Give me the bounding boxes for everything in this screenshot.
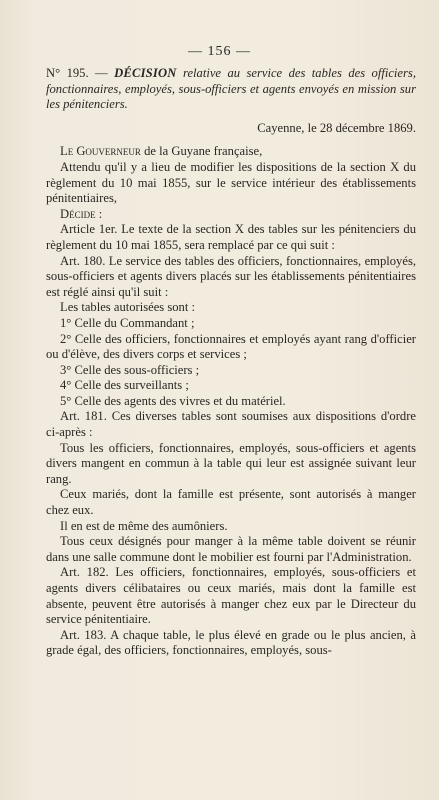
list-item: 3° Celle des sous-officiers ; bbox=[60, 362, 200, 377]
article-181: Art. 181. Ces diverses tables sont soumises aux dispositions d'ordre ci-après : bbox=[46, 409, 416, 440]
list-item: 5° Celle des agents des vivres et du matériel. bbox=[60, 393, 286, 408]
article-182: Art. 182. Les officiers, fonctionnaires, employés, sous-officiers et agents divers célibataires ou ceux mariés, mais dont la famille est absente, peuvent être autorisés à manger chez eux par le Directeur du service pénitentiaire. bbox=[46, 565, 416, 627]
decision-title: relative au service des tables des officiers, fonctionnaires, employés, sous-officiers et agents envoyés en mission sur les pénitenciers. bbox=[46, 66, 416, 112]
paragraph: Ceux mariés, dont la famille est présente, sont autorisés à manger chez eux. bbox=[46, 487, 416, 518]
page-number: — 156 — bbox=[188, 44, 251, 59]
decision-number: N° 195. — bbox=[46, 66, 108, 80]
paragraph-attendu: Attendu qu'il y a lieu de modifier les dispositions de la section X du règlement du 10 mai 1855, sur le service intérieur des établissements pénitentiaires, bbox=[46, 159, 416, 206]
tables-intro: Les tables autorisées sont : bbox=[60, 300, 196, 315]
paragraph-text: : bbox=[95, 206, 103, 221]
paragraph-text: de la Guyane française, bbox=[140, 144, 263, 159]
paragraph-governor bbox=[46, 144, 416, 160]
paragraph: Il en est de même des aumôniers. bbox=[60, 518, 228, 533]
list-item: 4° Celle des surveillants ; bbox=[60, 378, 189, 393]
list-item: 1° Celle du Commandant ; bbox=[60, 315, 195, 330]
decision-title-caps: DÉCISION bbox=[114, 66, 177, 80]
paragraph-lead: Décide bbox=[60, 206, 96, 221]
paragraph-lead: Le Gouverneur bbox=[60, 144, 141, 159]
decision-heading bbox=[46, 66, 416, 113]
paragraph: Tous les officiers, fonctionnaires, employés, sous-officiers et agents divers mangent en commun à la table qui leur est assignée suivant leur rang. bbox=[46, 440, 416, 486]
article-180: Art. 180. Le service des tables des officiers, fonctionnaires, employés, sous-officiers et agents divers placés sur les établissements pénitentiaires est réglé ainsi qu'il suit : bbox=[46, 253, 416, 299]
list-item: 2° Celle des officiers, fonctionnaires et employés ayant rang d'officier ou d'élève, des divers corps et services ; bbox=[46, 331, 416, 362]
article-1: Article 1er. Le texte de la section X des tables sur les pénitenciers du règlement du 10 mai 1855, sera remplacé par ce qui suit : bbox=[46, 222, 416, 252]
article-183: Art. 183. A chaque table, le plus élevé en grade ou le plus ancien, à grade égal, des officiers, fonctionnaires, employés, sous- bbox=[46, 627, 416, 658]
document-body bbox=[46, 66, 416, 659]
paragraph: Tous ceux désignés pour manger à la même table doivent se réunir dans une salle commune dont le mobilier est fourni par l'Administration. bbox=[46, 534, 416, 564]
dateline: Cayenne, le 28 décembre 1869. bbox=[257, 120, 416, 135]
paragraph-decide bbox=[46, 207, 416, 223]
